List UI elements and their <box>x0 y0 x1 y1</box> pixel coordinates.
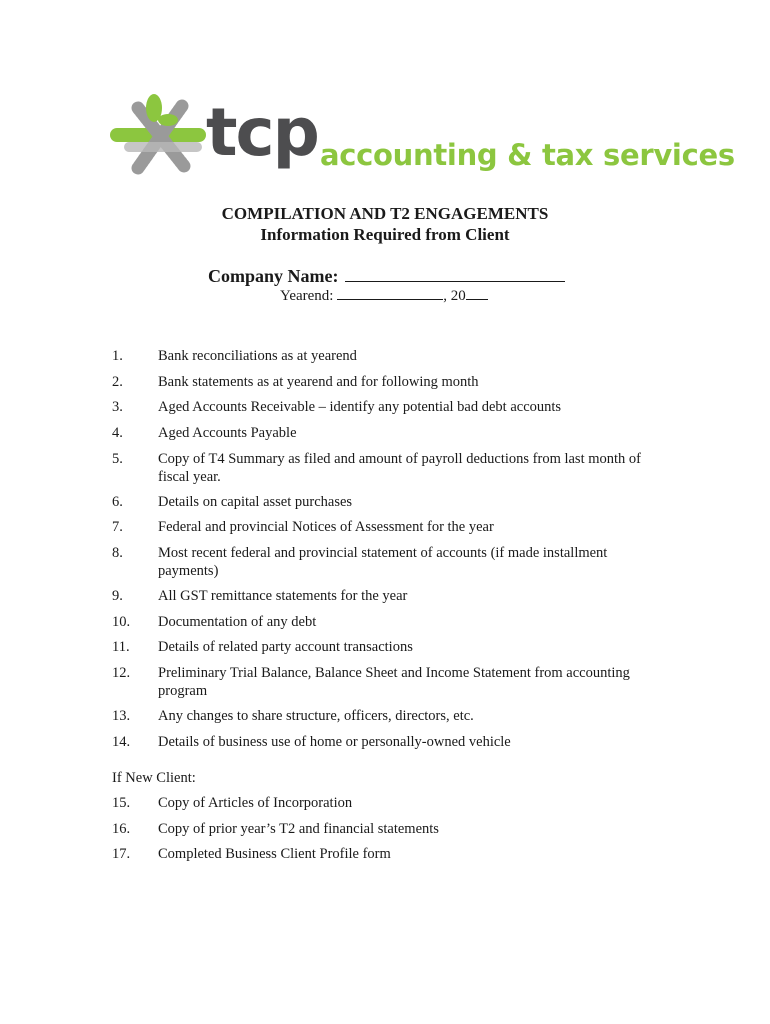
yearend-label: Yearend: <box>280 288 334 304</box>
new-client-label: If New Client: <box>112 770 196 786</box>
item-number: 14. <box>112 734 131 750</box>
item-number: 10. <box>112 614 131 630</box>
item-number: 3. <box>112 399 123 415</box>
item-text: Details of related party account transactions <box>158 639 413 655</box>
document-title: COMPILATION AND T2 ENGAGEMENTS <box>221 204 549 223</box>
item-number: 17. <box>112 846 131 862</box>
yearend-date-blank <box>337 286 443 300</box>
company-name-blank <box>345 265 565 282</box>
item-number: 11. <box>112 639 130 655</box>
item-text: Bank statements as at yearend and for following month <box>158 374 479 390</box>
item-number: 6. <box>112 494 123 510</box>
company-logo <box>110 92 735 192</box>
item-text: Most recent federal and provincial statement of accounts (if made installment payments) <box>158 545 608 579</box>
item-text: Federal and provincial Notices of Assessment for the year <box>158 519 494 535</box>
item-number: 12. <box>112 665 131 681</box>
item-number: 8. <box>112 545 123 561</box>
item-number: 9. <box>112 588 123 604</box>
item-text: Preliminary Trial Balance, Balance Sheet and Income Statement from accounting program <box>158 665 630 699</box>
yearend-year-blank <box>466 286 488 300</box>
logo-wordmark: tcp <box>206 94 318 171</box>
item-number: 4. <box>112 425 123 441</box>
item-text: Copy of prior year’s T2 and financial statements <box>158 821 439 837</box>
item-number: 7. <box>112 519 123 535</box>
document-subtitle: Information Required from Client <box>260 225 510 244</box>
company-name-label: Company Name: <box>208 266 339 286</box>
yearend-line <box>280 286 488 305</box>
item-text: Completed Business Client Profile form <box>158 846 391 862</box>
item-number: 5. <box>112 451 123 467</box>
item-text: Copy of Articles of Incorporation <box>158 795 353 811</box>
yearend-century: , 20 <box>443 288 466 304</box>
company-name-line <box>208 265 565 287</box>
item-text: Aged Accounts Payable <box>158 425 297 441</box>
item-text: Bank reconciliations as at yearend <box>158 348 357 364</box>
item-number: 1. <box>112 348 123 364</box>
item-text: Details on capital asset purchases <box>158 494 353 510</box>
item-number: 16. <box>112 821 131 837</box>
logo-tagline: accounting & tax services <box>320 138 735 172</box>
item-text: Documentation of any debt <box>158 614 317 630</box>
item-text: Details of business use of home or personally-owned vehicle <box>158 734 511 750</box>
item-number: 13. <box>112 708 131 724</box>
item-number: 15. <box>112 795 131 811</box>
item-text: All GST remittance statements for the year <box>158 588 408 604</box>
item-text: Aged Accounts Receivable – identify any potential bad debt accounts <box>158 399 562 415</box>
item-number: 2. <box>112 374 123 390</box>
item-text: Copy of T4 Summary as filed and amount of payroll deductions from last month of fiscal year. <box>158 451 641 485</box>
logo-mark-icon <box>110 92 210 184</box>
item-text: Any changes to share structure, officers, directors, etc. <box>158 708 474 724</box>
